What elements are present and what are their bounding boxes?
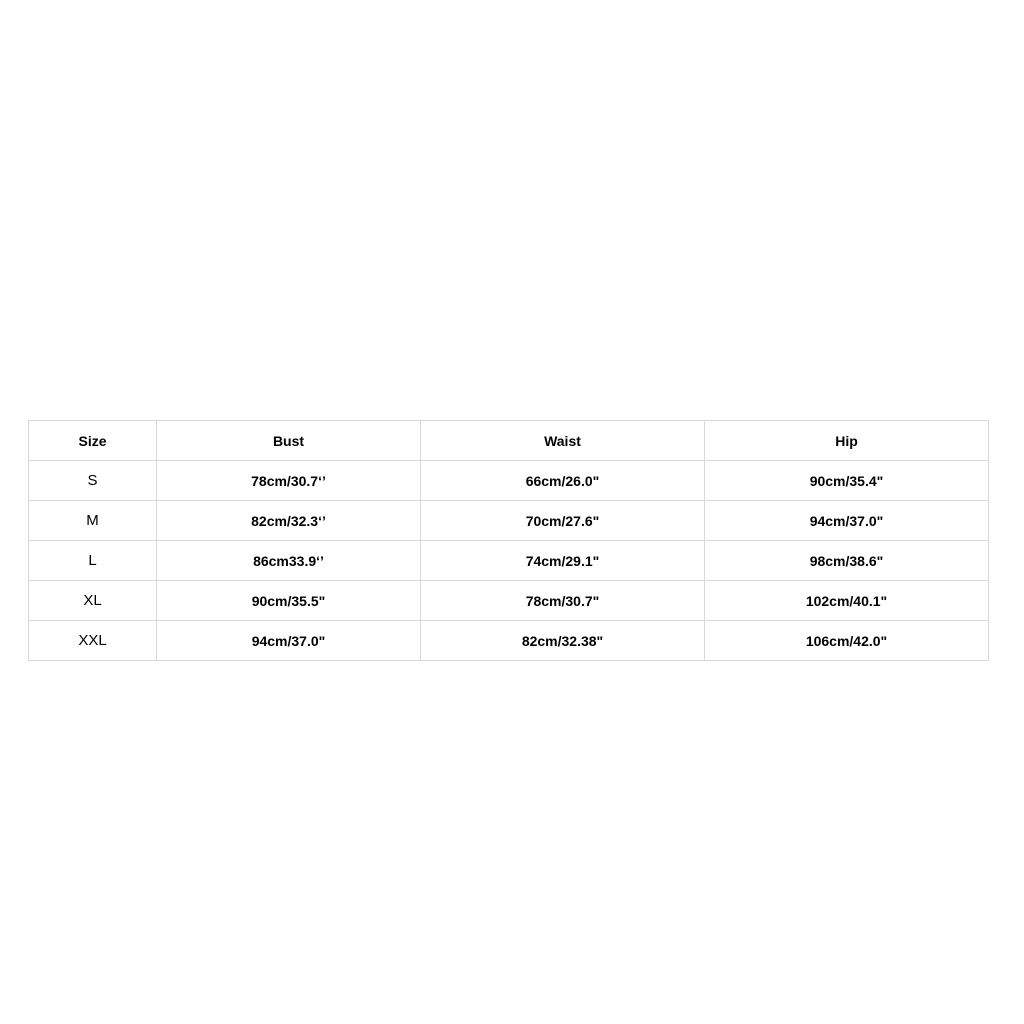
cell-waist: 66cm/26.0"	[421, 461, 705, 501]
cell-hip: 94cm/37.0"	[705, 501, 989, 541]
cell-hip: 102cm/40.1"	[705, 581, 989, 621]
cell-waist: 78cm/30.7"	[421, 581, 705, 621]
cell-waist: 74cm/29.1"	[421, 541, 705, 581]
table-header	[29, 421, 989, 461]
table-header-row	[29, 421, 989, 461]
cell-hip: 106cm/42.0"	[705, 621, 989, 661]
table-row	[29, 461, 989, 501]
column-header-size: Size	[29, 421, 157, 461]
cell-waist: 82cm/32.38"	[421, 621, 705, 661]
table-row	[29, 541, 989, 581]
cell-size: L	[29, 541, 157, 581]
size-chart-table	[28, 420, 989, 661]
cell-hip: 90cm/35.4"	[705, 461, 989, 501]
cell-size: XXL	[29, 621, 157, 661]
cell-bust: 82cm/32.3‘’	[157, 501, 421, 541]
table-row	[29, 501, 989, 541]
table-row	[29, 581, 989, 621]
column-header-waist: Waist	[421, 421, 705, 461]
cell-size: S	[29, 461, 157, 501]
size-chart-container	[28, 420, 988, 661]
cell-hip: 98cm/38.6"	[705, 541, 989, 581]
cell-waist: 70cm/27.6"	[421, 501, 705, 541]
cell-size: M	[29, 501, 157, 541]
column-header-bust: Bust	[157, 421, 421, 461]
table-row	[29, 621, 989, 661]
cell-bust: 78cm/30.7‘’	[157, 461, 421, 501]
cell-bust: 86cm33.9‘’	[157, 541, 421, 581]
cell-bust: 94cm/37.0"	[157, 621, 421, 661]
cell-bust: 90cm/35.5"	[157, 581, 421, 621]
cell-size: XL	[29, 581, 157, 621]
table-body	[29, 461, 989, 661]
column-header-hip: Hip	[705, 421, 989, 461]
